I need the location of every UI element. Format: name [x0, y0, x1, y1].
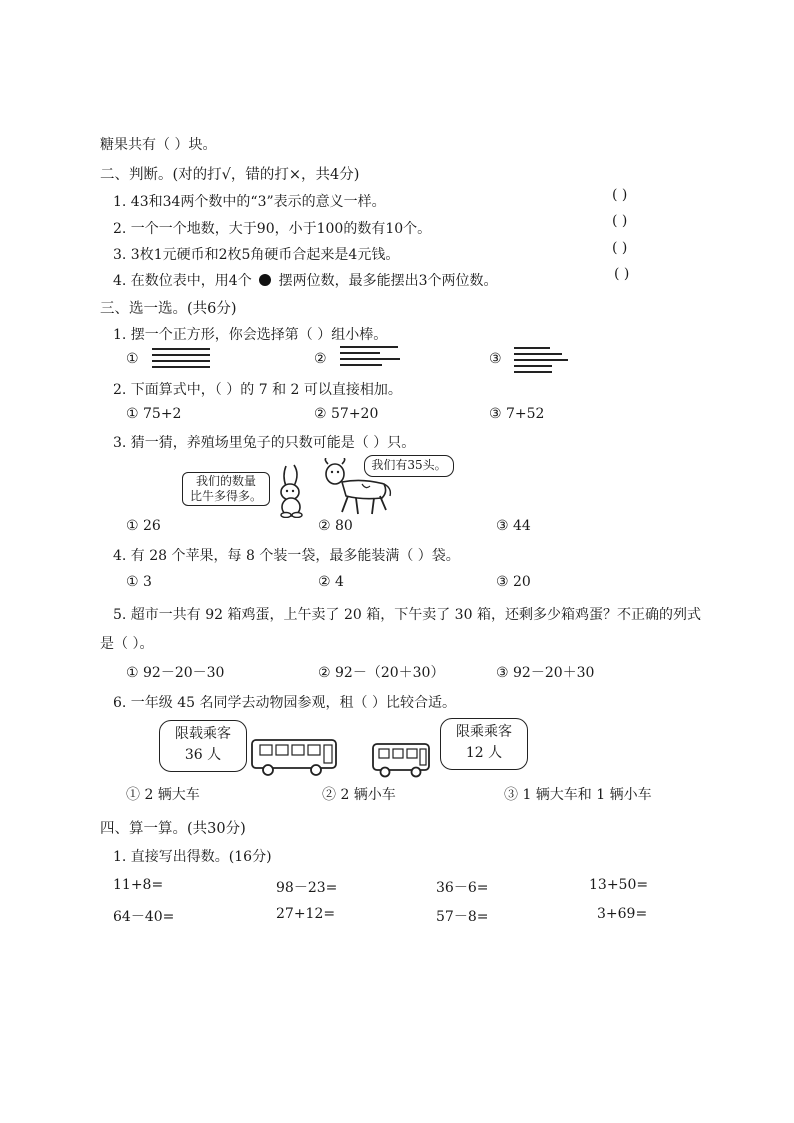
q2-option-2[interactable]: ② 57+20 [314, 406, 379, 422]
judge-answer-3[interactable]: ( ) [612, 240, 628, 256]
judge-answer-4[interactable]: ( ) [614, 266, 630, 282]
math-r1-c4[interactable]: 13+50= [589, 877, 649, 893]
q6-option-2[interactable]: ② 2 辆小车 [322, 787, 396, 803]
judge-item-1: 1. 43和34两个数中的“3”表示的意义一样。 [113, 194, 386, 210]
sticks-group-3-icon [512, 345, 572, 375]
q3-text: 3. 猜一猜，养殖场里兔子的只数可能是（ ）只。 [113, 435, 416, 451]
q3-option-3[interactable]: ③ 44 [496, 518, 531, 534]
cow-bubble-text: 我们有35头。 [371, 458, 447, 472]
top-line: 糖果共有（ ）块。 [100, 137, 217, 153]
q6-text: 6. 一年级 45 名同学去动物园参观，租（ ）比较合适。 [113, 695, 456, 711]
rabbit-bubble-line-1: 我们的数量 [195, 474, 256, 488]
q5-text-line-1: 5. 超市一共有 92 箱鸡蛋，上午卖了 20 箱，下午卖了 30 箱，还剩多少箱鸡蛋？不正确的列式 [113, 607, 701, 623]
judge-item-4 [113, 270, 498, 290]
q4-option-2[interactable]: ② 4 [318, 574, 344, 590]
judge-answer-2[interactable]: ( ) [612, 213, 628, 229]
section-3-title: 三、选一选。(共6分) [100, 301, 237, 317]
q4-option-1[interactable]: ① 3 [126, 574, 152, 590]
q1-text: 1. 摆一个正方形，你会选择第（ ）组小棒。 [113, 327, 388, 343]
math-r2-c1[interactable]: 64－40= [113, 909, 175, 925]
judge-item-2: 2. 一个一个地数，大于90，小于100的数有10个。 [113, 221, 432, 237]
q2-text: 2. 下面算式中，（ ）的 7 和 2 可以直接相加。 [113, 382, 402, 398]
q1-option-2[interactable]: ② [314, 351, 327, 367]
small-bus-icon [370, 740, 432, 780]
big-bus-bubble-line-1: 限载乘客 [175, 726, 231, 742]
q5-text-line-2: 是（ ）。 [100, 636, 154, 652]
q5-option-1[interactable]: ① 92－20－30 [126, 665, 225, 681]
small-bus-speech-bubble [440, 718, 528, 770]
rabbit-bubble-line-2: 比牛多得多。 [189, 489, 262, 503]
sticks-group-2-icon [338, 344, 402, 370]
q4-option-3[interactable]: ③ 20 [496, 574, 531, 590]
math-r1-c2[interactable]: 98－23= [276, 880, 338, 896]
q1-option-1[interactable]: ① [126, 351, 139, 367]
black-dot-icon [259, 274, 271, 286]
math-r1-c1[interactable]: 11+8= [113, 877, 164, 893]
big-bus-bubble-line-2: 36 人 [184, 747, 222, 763]
q3-option-2[interactable]: ② 80 [318, 518, 353, 534]
q3-option-1[interactable]: ① 26 [126, 518, 161, 534]
cow-speech-bubble [364, 455, 454, 477]
section-4-title: 四、算一算。(共30分) [100, 821, 246, 837]
rabbit-icon [272, 462, 312, 518]
small-bus-bubble-line-1: 限乘乘客 [456, 724, 512, 740]
q5-option-3[interactable]: ③ 92－20＋30 [496, 665, 595, 681]
math-r2-c3[interactable]: 57－8= [436, 909, 489, 925]
section-4-q1-title: 1. 直接写出得数。(16分) [113, 849, 272, 865]
judge-item-3: 3. 3枚1元硬币和2枚5角硬币合起来是4元钱。 [113, 247, 400, 263]
judge-answer-1[interactable]: ( ) [612, 187, 628, 203]
rabbit-speech-bubble [182, 472, 270, 506]
q4-text: 4. 有 28 个苹果，每 8 个装一袋，最多能装满（ ）袋。 [113, 548, 460, 564]
math-r2-c2[interactable]: 27+12= [276, 906, 336, 922]
big-bus-icon [248, 736, 340, 778]
q2-option-1[interactable]: ① 75+2 [126, 406, 182, 422]
sticks-group-1-icon [150, 346, 212, 370]
q5-option-2[interactable]: ② 92－（20＋30） [318, 665, 445, 681]
q1-option-3[interactable]: ③ [489, 351, 502, 367]
big-bus-speech-bubble [159, 720, 247, 772]
math-r2-c4[interactable]: 3+69= [597, 906, 648, 922]
judge-item-4-text-a: 4. 在数位表中，用4个 [113, 273, 252, 289]
judge-item-4-text-b: 摆两位数，最多能摆出3个两位数。 [278, 273, 498, 289]
small-bus-bubble-line-2: 12 人 [465, 745, 503, 761]
q6-option-1[interactable]: ① 2 辆大车 [126, 787, 200, 803]
q6-option-3[interactable]: ③ 1 辆大车和 1 辆小车 [504, 787, 652, 803]
section-2-title: 二、判断。(对的打√，错的打×，共4分) [100, 167, 360, 183]
q2-option-3[interactable]: ③ 7+52 [489, 406, 545, 422]
math-r1-c3[interactable]: 36－6= [436, 880, 489, 896]
